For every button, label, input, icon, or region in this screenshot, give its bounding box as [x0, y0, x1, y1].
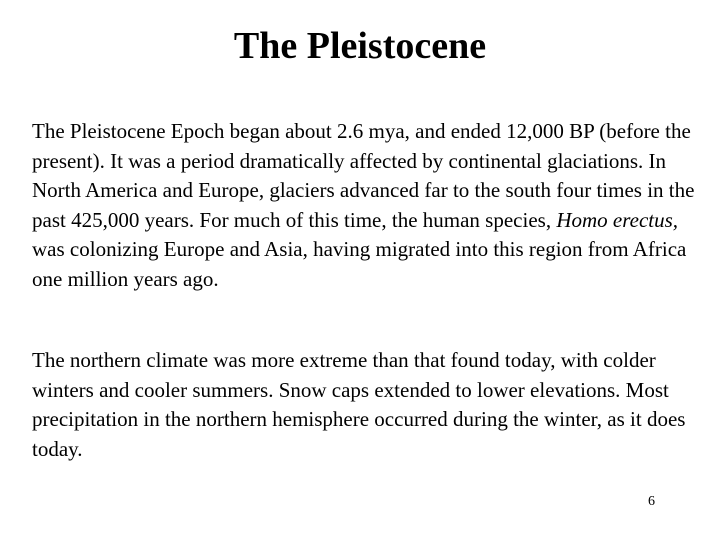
- paragraph1-text-start: The Pleistocene Epoch began about 2.6 mya, and ended 12,000 BP (before the present). It was a period dramatically affected by continental glaciations. In North America and Europe, glaciers advanced far to the south four times in the past 425,000 years. For much of this time, the human species,: [32, 119, 695, 232]
- species-name-italic: Homo erectus,: [556, 207, 679, 232]
- paragraph-northern-climate: The northern climate was more extreme than that found today, with colder winters and cooler summers. Snow caps extended to lower elevations. Most precipitation in the northern hemisphere occurred during the winter, as it does today.: [32, 348, 686, 461]
- page-number: 6: [648, 494, 655, 509]
- slide-title: The Pleistocene: [233, 25, 487, 67]
- paragraph1-text-end: was colonizing Europe and Asia, having migrated into this region from Africa one million years ago.: [32, 237, 687, 291]
- paragraph-pleistocene-epoch: [32, 117, 702, 294]
